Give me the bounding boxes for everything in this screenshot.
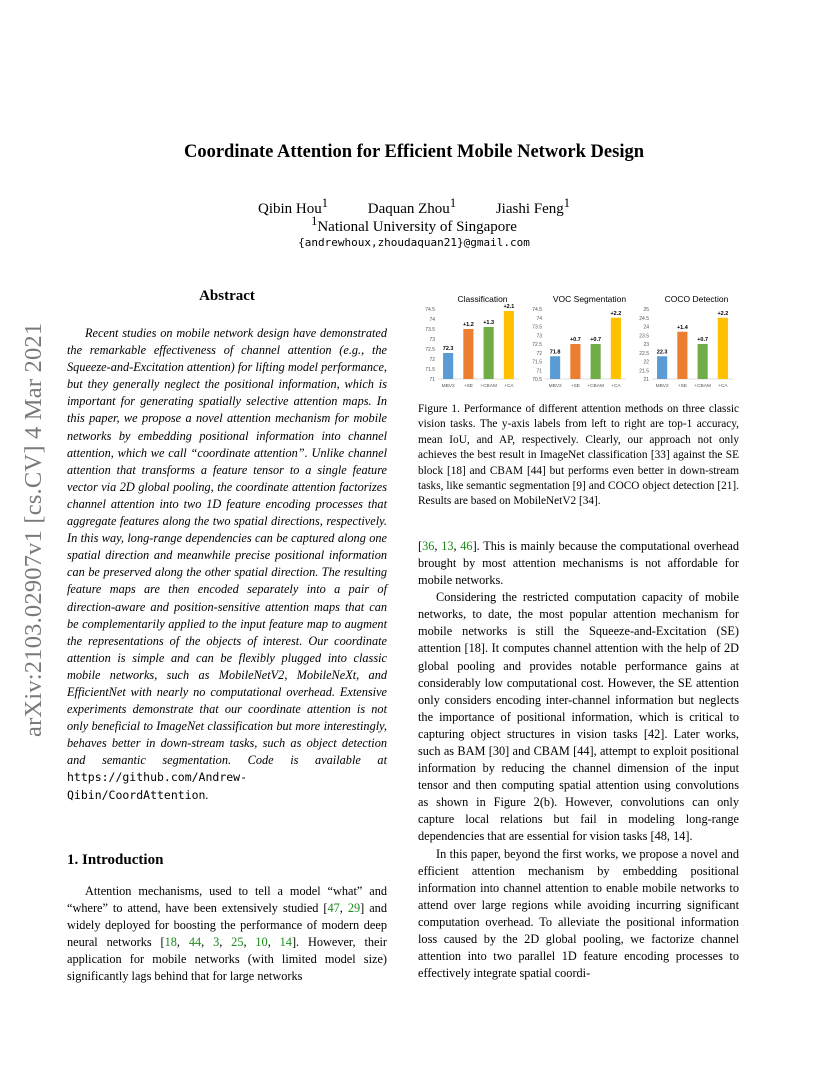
y-tick-label: 72.5 bbox=[532, 342, 542, 348]
author-email: {andrewhoux,zhoudaquan21}@gmail.com bbox=[298, 236, 530, 249]
bar bbox=[718, 318, 728, 379]
y-tick-label: 70.5 bbox=[532, 377, 542, 383]
bar bbox=[611, 318, 621, 379]
citation-link[interactable]: 10 bbox=[255, 934, 268, 949]
y-tick-label: 72 bbox=[429, 357, 435, 363]
citation-link[interactable]: 18 bbox=[164, 934, 177, 949]
y-tick-label: 73 bbox=[429, 337, 435, 343]
y-tick-label: 25 bbox=[643, 307, 649, 313]
data-label: +1.3 bbox=[483, 320, 495, 326]
bar bbox=[443, 353, 453, 379]
bar-charts-svg bbox=[418, 292, 739, 392]
figure-1-charts bbox=[418, 292, 739, 392]
y-tick-label: 72 bbox=[536, 350, 542, 357]
abstract-heading: Abstract bbox=[199, 288, 255, 304]
y-tick-label: 72.5 bbox=[425, 347, 435, 353]
y-tick-label: 71 bbox=[536, 368, 542, 375]
paper-title: Coordinate Attention for Efficient Mobile Network Design bbox=[183, 142, 645, 162]
citation-link[interactable]: 29 bbox=[347, 900, 361, 915]
y-tick-label: 21.5 bbox=[639, 368, 649, 375]
y-tick-label: 73.5 bbox=[425, 327, 435, 333]
y-tick-label: 71.5 bbox=[425, 367, 435, 373]
data-label: +1.4 bbox=[676, 324, 688, 331]
data-label: +0.7 bbox=[697, 337, 709, 343]
arxiv-identifier: arXiv:2103.02907v1 [cs.CV] 4 Mar 2021 bbox=[20, 322, 47, 738]
abstract-text: Recent studies on mobile network design have demonstrated the remarkable effectiveness of channel attention (e.g., the Squeeze-and-Excitation attention) for lifting model performance, but they generally neglect the positional information, which is important for generating spatially selective attention maps. In this paper, we propose a novel attention mechanism for mobile networks by embedding positional information into channel attention, which we call “coordinate attention”. Unlike channel attention that transforms a feature tensor to a single feature vector via 2D global pooling, the coordinate attention factorizes channel attention into two 1D feature encoding processes that aggregate features along the two spatial directions, respectively. In this way, long-range dependencies can be captured along one spatial direction and meanwhile precise positional information can be preserved along the other spatial direction. The resulting feature maps are then encoded separately into a pair of direction-aware and position-sensitive attention maps that can be complementarily applied to the input feature map to augment the representations of the objects of interest. Our coordinate attention is simple and can be flexibly plugged into classic mobile networks, such as MobileNetV2, MobileNeXt, and EfficientNet with nearly no computational overhead. Extensive experiments demonstrate that our coordinate attention is not only beneficial to ImageNet classification but more interestingly, behaves better in down-stream tasks, such as object detection and semantic segmentation. Code is available at https://github.com/Andrew-Qibin/CoordAttention. bbox=[67, 326, 387, 802]
data-label: 71.8 bbox=[549, 349, 561, 356]
citation-link[interactable]: 25 bbox=[231, 934, 244, 949]
citation-link[interactable]: 44 bbox=[188, 934, 202, 949]
x-tick-label: MBV2 bbox=[441, 384, 455, 389]
y-tick-label: 73 bbox=[536, 333, 542, 340]
x-tick-label: +CBAM bbox=[694, 384, 711, 389]
intro-paragraph: Attention mechanisms, used to tell a model “what” and “where” to attend, have been extensively studied [47, 29] and widely deployed for boosting the performance of modern deep neural networks [18, 44, 3, 25, 10, 14]. However, their application for mobile networks (with limited model size) significantly lags behind that for large networks bbox=[67, 883, 387, 984]
y-tick-label: 73.5 bbox=[532, 324, 542, 331]
body-paragraph: Considering the restricted computation capacity of mobile networks, to date, the most popular attention mechanism for mobile networks is still the Squeeze-and-Excitation (SE) attention [18]. It computes channel attention with the help of 2D global pooling and provides notable performance gains at considerably low computational cost. However, the SE attention only considers encoding inter-channel information but neglects the importance of positional information, which is critical to capturing object structures in vision tasks [42]. Later works, such as BAM [30] and CBAM [44], attempt to exploit positional information by reducing the channel dimension of the input tensor and then computing spatial attention using convolutions as shown in Figure 2(b). However, convolutions can only capture local relations but fail in modeling long-range dependencies that are essential for vision tasks [48, 14]. bbox=[418, 590, 739, 844]
data-label: +0.7 bbox=[569, 337, 581, 343]
x-tick-label: +CA bbox=[718, 384, 728, 389]
x-tick-label: +SE bbox=[463, 384, 473, 389]
body-paragraph: [36, 13, 46]. This is mainly because the computational overhead brought by most attention mechanisms is not affordable for mobile networks. bbox=[418, 538, 739, 588]
figure-caption: Figure 1. Performance of different attention methods on three classic vision tasks. The y-axis labels from left to right are top-1 accuracy, mean IoU, and AP, respectively. Clearly, our approach not only achieves the best result in ImageNet classification [33] against the SE block [18] and CBAM [44] but performs even better in down-stream tasks, like semantic segmentation [9] and COCO object detection [21]. Results are based on MobileNetV2 [34]. bbox=[418, 403, 739, 508]
y-tick-label: 71.5 bbox=[532, 359, 542, 366]
y-tick-label: 74 bbox=[536, 315, 542, 322]
right-column bbox=[418, 292, 739, 982]
y-tick-label: 24 bbox=[643, 324, 649, 331]
citation-link[interactable]: 46 bbox=[460, 538, 473, 553]
bar bbox=[677, 332, 687, 379]
y-tick-label: 22 bbox=[643, 359, 649, 366]
affiliation: $^1$National University of Singapore bbox=[311, 214, 517, 235]
chart-title: Classification bbox=[457, 294, 508, 304]
x-tick-label: MBV2 bbox=[655, 384, 669, 389]
author-name: Qibin Hou$^1$ bbox=[258, 196, 328, 217]
bar bbox=[550, 356, 560, 379]
y-tick-label: 24.5 bbox=[639, 315, 649, 322]
bar bbox=[698, 344, 708, 379]
bar bbox=[504, 311, 514, 379]
x-tick-label: +CA bbox=[611, 384, 621, 389]
x-tick-label: +CBAM bbox=[587, 384, 604, 389]
y-tick-label: 74 bbox=[429, 317, 435, 323]
y-tick-label: 74.5 bbox=[532, 307, 542, 313]
data-label: +2.2 bbox=[717, 310, 729, 317]
bar bbox=[657, 356, 667, 379]
y-tick-label: 23 bbox=[643, 342, 649, 348]
y-tick-label: 22.5 bbox=[639, 350, 649, 357]
y-tick-label: 23.5 bbox=[639, 333, 649, 340]
citation-link[interactable]: 36 bbox=[422, 538, 435, 553]
data-label: +2.2 bbox=[610, 310, 622, 317]
x-tick-label: +CA bbox=[504, 384, 514, 389]
citation-link[interactable]: 13 bbox=[441, 538, 454, 553]
bar bbox=[570, 344, 580, 379]
bar bbox=[484, 327, 494, 379]
x-tick-label: MBV2 bbox=[548, 384, 562, 389]
data-label: 72.3 bbox=[442, 346, 454, 352]
data-label: +2.1 bbox=[503, 304, 515, 310]
x-tick-label: +SE bbox=[677, 384, 687, 389]
data-label: 22.3 bbox=[656, 349, 668, 356]
citation-link[interactable]: 14 bbox=[279, 934, 292, 949]
data-label: +1.2 bbox=[462, 322, 474, 328]
author-name: Jiashi Feng$^1$ bbox=[495, 196, 570, 217]
chart-title: VOC Segmentation bbox=[552, 294, 627, 304]
citation-link[interactable]: 3 bbox=[213, 934, 220, 949]
x-tick-label: +CBAM bbox=[480, 384, 497, 389]
code-url-link[interactable]: https://github.com/Andrew-Qibin/CoordAttention bbox=[67, 770, 248, 802]
left-column bbox=[67, 288, 387, 985]
y-tick-label: 21 bbox=[643, 377, 649, 383]
body-paragraph: In this paper, beyond the first works, we propose a novel and efficient attention mechanism by embedding positional information into channel attention to enable mobile networks to attend over large regions while avoiding incurring significant computation overhead. To alleviate the positional information loss caused by the 2D global pooling, we factorize channel attention into two parallel 1D feature encoding processes to effectively integrate spatial coordi- bbox=[418, 846, 739, 981]
bar bbox=[463, 329, 473, 379]
x-tick-label: +SE bbox=[570, 384, 580, 389]
data-label: +0.7 bbox=[590, 337, 602, 343]
bar bbox=[591, 344, 601, 379]
author-name: Daquan Zhou$^1$ bbox=[367, 196, 457, 217]
section-heading-introduction: 1. Introduction bbox=[67, 851, 164, 868]
y-tick-label: 74.5 bbox=[425, 307, 435, 313]
citation-link[interactable]: 47 bbox=[327, 900, 340, 915]
right-body-text bbox=[418, 538, 739, 982]
chart-title: COCO Detection bbox=[664, 294, 729, 304]
y-tick-label: 71 bbox=[429, 377, 435, 383]
